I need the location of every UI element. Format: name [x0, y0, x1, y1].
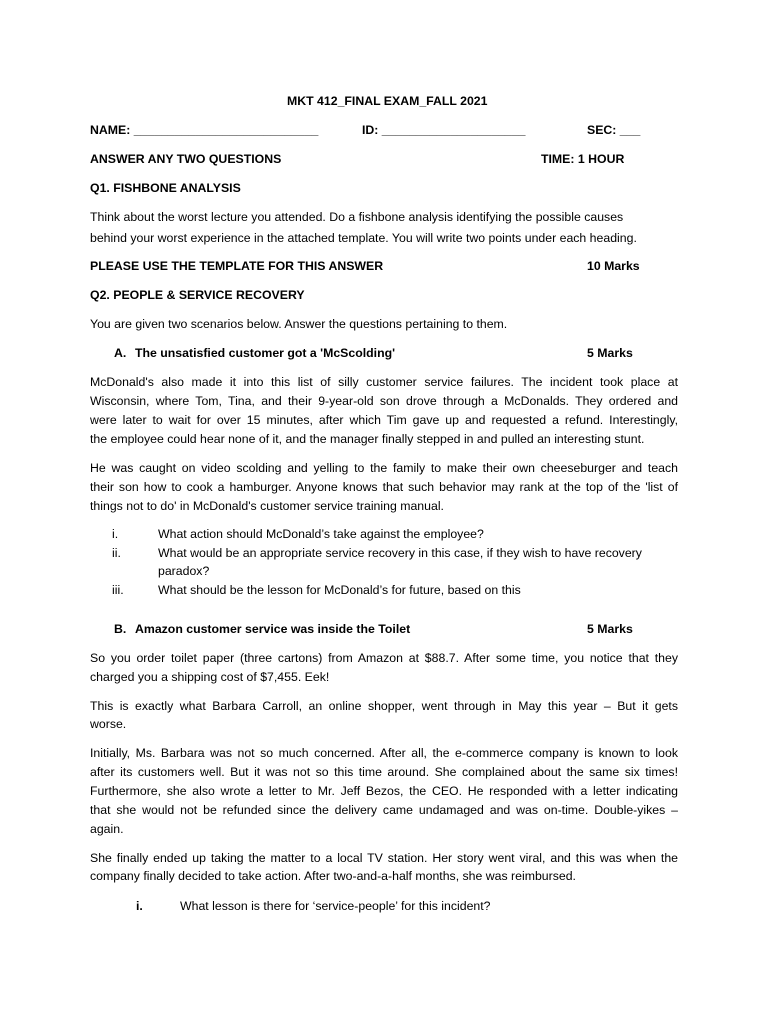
- q1-body-line: behind your worst experience in the attached template. You will write two points under each heading.: [90, 231, 637, 245]
- scenario-b-marks: 5 Marks: [587, 622, 633, 636]
- question-text: What should be the lesson for McDonald’s for future, based on this: [158, 583, 521, 597]
- exam-title: MKT 412_FINAL EXAM_FALL 2021: [287, 94, 488, 108]
- question-text: What lesson is there for ‘service-people’ for this incident?: [180, 899, 491, 913]
- scenario-b-label: B.: [114, 622, 127, 636]
- q1-heading: Q1. FISHBONE ANALYSIS: [90, 181, 241, 195]
- scenario-b-para3-line: again.: [90, 822, 124, 836]
- scenario-a-para1-line: were later to wait for over 15 minutes, after which Tim gave up and requested a refund. Interestingly,: [90, 413, 678, 427]
- instruction: ANSWER ANY TWO QUESTIONS: [90, 152, 282, 166]
- scenario-b-para3-line: that she would not be refunded since the delivery came undamaged and was on-time. Double-yikes –: [90, 803, 678, 817]
- section-field: SEC: ___: [587, 123, 641, 137]
- scenario-b-para2-line: worse.: [90, 717, 127, 731]
- scenario-a-para1-line: McDonald's also made it into this list of silly customer service failures. The incident took place at: [90, 375, 678, 389]
- q2-intro: You are given two scenarios below. Answer the questions pertaining to them.: [90, 317, 508, 331]
- scenario-a-marks: 5 Marks: [587, 346, 633, 360]
- name-field: NAME: ___________________________: [90, 123, 319, 137]
- question-number: i.: [136, 899, 143, 913]
- q1-note: PLEASE USE THE TEMPLATE FOR THIS ANSWER: [90, 259, 384, 273]
- question-number: i.: [112, 527, 119, 541]
- scenario-a-label: A.: [114, 346, 127, 360]
- scenario-a-para2-line: things not to do' in McDonald's customer service training manual.: [90, 499, 444, 513]
- time-limit: TIME: 1 HOUR: [541, 152, 625, 166]
- scenario-b-para1-line: charged you a shipping cost of $7,455. Eek!: [90, 670, 330, 684]
- question-number: iii.: [112, 583, 124, 597]
- scenario-b-para2-line: This is exactly what Barbara Carroll, an online shopper, went through in May this year – But it gets: [90, 699, 678, 713]
- scenario-b-para3-line: after its customers well. But it was not so this time around. She complained about the same six times!: [90, 765, 678, 779]
- q1-marks: 10 Marks: [587, 259, 640, 273]
- question-number: ii.: [112, 546, 121, 560]
- scenario-a-para1-line: Wisconsin, where Tom, Tina, and their 9-year-old son drove through a McDonalds. They ordered and: [90, 394, 678, 408]
- question-text: What would be an appropriate service recovery in this case, if they wish to have recovery: [158, 546, 642, 560]
- scenario-a-title: The unsatisfied customer got a 'McScolding': [135, 346, 396, 360]
- scenario-a-para2-line: He was caught on video scolding and yelling to the family to make their own cheeseburger and teach: [90, 461, 678, 475]
- scenario-a-para1-line: the employee could hear none of it, and the manager finally stepped in and pulled an interesting stunt.: [90, 432, 645, 446]
- q1-body-line: Think about the worst lecture you attended. Do a fishbone analysis identifying the possible causes: [90, 210, 624, 224]
- id-field: ID: _____________________: [362, 123, 526, 137]
- scenario-b-para3-line: Furthermore, she also wrote a letter to Mr. Jeff Bezos, the CEO. He responded with a letter indicating: [90, 784, 678, 798]
- scenario-a-para2-line: their son how to cook a hamburger. Anyone knows that such behavior may rank at the top of the 'list of: [90, 480, 678, 494]
- scenario-b-title: Amazon customer service was inside the Toilet: [135, 622, 411, 636]
- scenario-b-para4-line: She finally ended up taking the matter to a local TV station. Her story went viral, and this was when the: [90, 851, 678, 865]
- scenario-b-para4-line: company finally decided to take action. After two-and-a-half months, she was reimbursed.: [90, 869, 576, 883]
- scenario-b-para3-line: Initially, Ms. Barbara was not so much concerned. After all, the e-commerce company is known to look: [90, 746, 678, 760]
- q2-heading: Q2. PEOPLE & SERVICE RECOVERY: [90, 288, 305, 302]
- scenario-b-para1-line: So you order toilet paper (three cartons) from Amazon at $88.7. After some time, you notice that they: [90, 651, 678, 665]
- question-text-continued: paradox?: [158, 564, 210, 578]
- question-text: What action should McDonald’s take against the employee?: [158, 527, 484, 541]
